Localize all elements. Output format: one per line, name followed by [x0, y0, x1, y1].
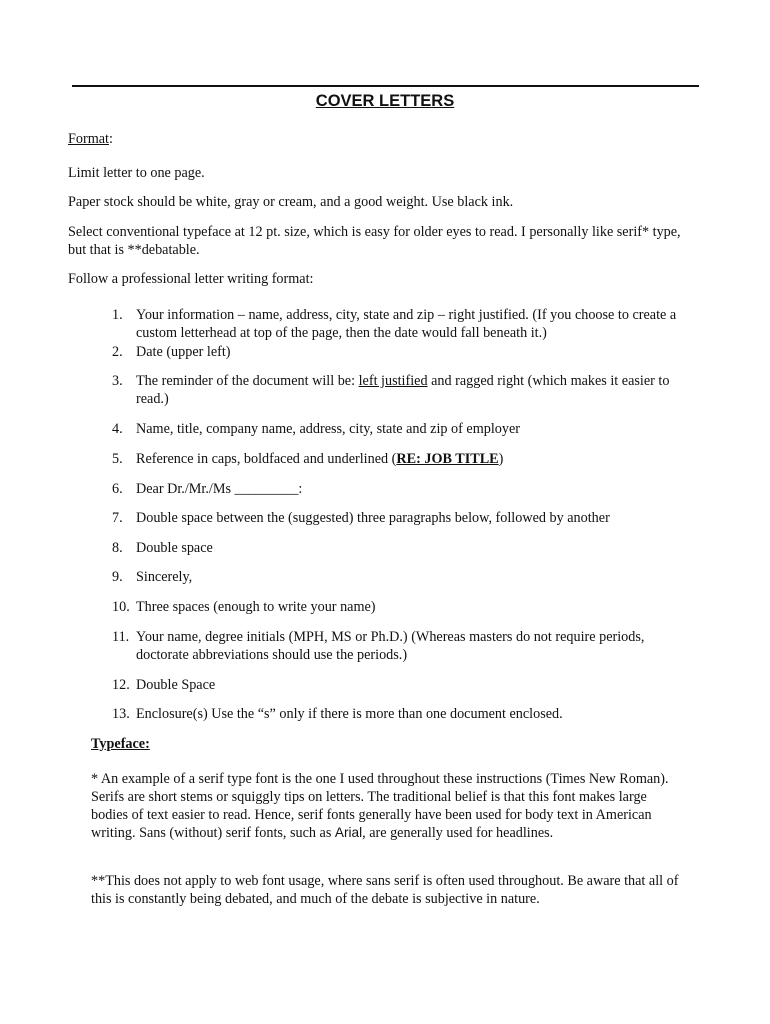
list-item: 13. Enclosure(s) Use the “s” only if there is more than one document enclosed.: [112, 706, 563, 722]
paragraph-typeface: Select conventional typeface at 12 pt. size, which is easy for older eyes to read. I personally like serif* type, but that is **debatable.: [68, 224, 681, 258]
list-item: 4. Name, title, company name, address, city, state and zip of employer: [112, 421, 520, 437]
typeface-heading: Typeface:: [91, 736, 150, 752]
paragraph-paper-stock: Paper stock should be white, gray or cream, and a good weight. Use black ink.: [68, 194, 514, 210]
list-item: 9. Sincerely,: [112, 569, 193, 585]
list-item: 5. Reference in caps, boldfaced and underlined (RE: JOB TITLE): [112, 451, 504, 467]
list-item: 2. Date (upper left): [112, 344, 231, 360]
page-title: COVER LETTERS: [315, 92, 455, 110]
list-item: 7. Double space between the (suggested) three paragraphs below, followed by another: [112, 510, 610, 526]
list-item: 6. Dear Dr./Mr./Ms _________:: [112, 481, 303, 497]
typeface-note-serif: * An example of a serif type font is the one I used throughout these instructions (Times New Roman). Serifs are short stems or squiggly tips on letters. The traditional belief is that this font makes large bodies of text easier to read. Hence, serif fonts generally have been used for body text in American writing. Sans (without) serif fonts, such as Arial, are generally used for headlines.: [91, 771, 669, 841]
paragraph-page-limit: Limit letter to one page.: [68, 165, 205, 181]
list-item: 11. Your name, degree initials (MPH, MS or Ph.D.) (Whereas masters do not require periods, doctorate abbreviations should use the periods.): [112, 629, 645, 663]
list-item: 10. Three spaces (enough to write your name): [112, 599, 376, 615]
typeface-note-web: **This does not apply to web font usage, where sans serif is often used throughout. Be aware that all of this is constantly being debated, and much of the debate is subjective in nature.: [91, 873, 679, 907]
top-rule: [72, 85, 699, 87]
list-item: 1. Your information – name, address, city, state and zip – right justified. (If you choose to create a custom letterhead at top of the page, then the date would fall beneath it.): [112, 307, 677, 341]
paragraph-format-intro: Follow a professional letter writing format:: [68, 271, 314, 287]
list-item: 8. Double space: [112, 540, 213, 556]
list-item: 12. Double Space: [112, 677, 216, 693]
format-label: Format:: [68, 131, 113, 147]
list-item: 3. The reminder of the document will be: left justified and ragged right (which makes it easier to read.): [112, 373, 670, 407]
